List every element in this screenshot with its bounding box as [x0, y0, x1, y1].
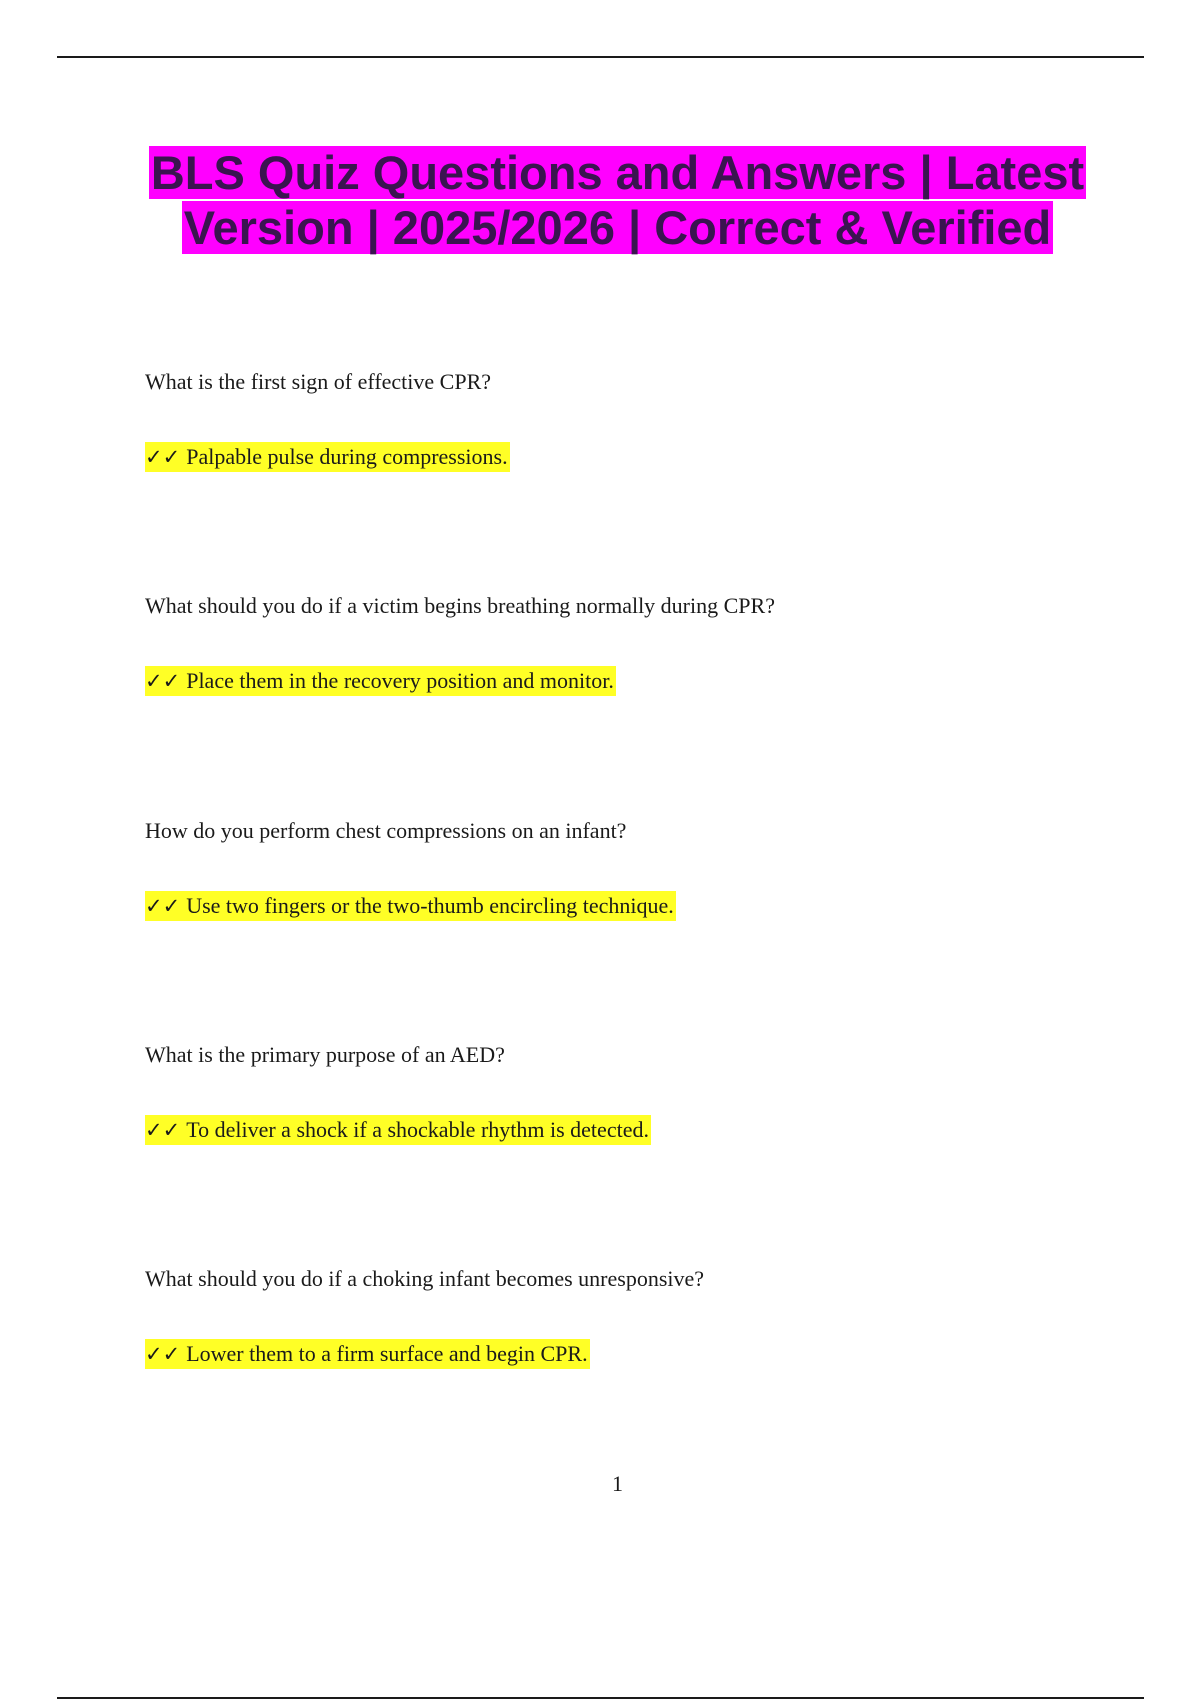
question-5: What should you do if a choking infant becomes unresponsive?: [145, 1266, 705, 1291]
qa-item-4: [145, 1041, 651, 1145]
question-1: What is the first sign of effective CPR?: [145, 369, 492, 394]
document-title: [130, 145, 1105, 255]
answer-5: [145, 1339, 590, 1369]
question-3: How do you perform chest compressions on an infant?: [145, 818, 627, 843]
answer-1-text: Palpable pulse during compressions.: [186, 444, 508, 469]
question-2: What should you do if a victim begins breathing normally during CPR?: [145, 593, 775, 618]
qa-item-5: [145, 1265, 704, 1369]
answer-5-text: Lower them to a firm surface and begin CPR.: [186, 1341, 588, 1366]
answer-4: [145, 1115, 651, 1145]
answer-3: [145, 891, 676, 921]
qa-item-1: [145, 368, 510, 472]
answer-2: [145, 666, 616, 696]
question-4: What is the primary purpose of an AED?: [145, 1042, 505, 1067]
double-check-icon: ✓✓: [145, 445, 181, 469]
answer-3-text: Use two fingers or the two-thumb encircling technique.: [186, 893, 674, 918]
answer-1: [145, 442, 510, 472]
answer-2-text: Place them in the recovery position and monitor.: [186, 668, 614, 693]
double-check-icon: ✓✓: [145, 894, 181, 918]
top-rule: [57, 56, 1144, 58]
page-number: 1: [612, 1471, 623, 1496]
qa-item-3: [145, 817, 676, 921]
qa-item-2: [145, 592, 775, 696]
answer-4-text: To deliver a shock if a shockable rhythm is detected.: [186, 1117, 649, 1142]
document-title-text: BLS Quiz Questions and Answers | Latest Version | 2025/2026 | Correct & Verified: [150, 146, 1085, 254]
double-check-icon: ✓✓: [145, 669, 181, 693]
double-check-icon: ✓✓: [145, 1342, 181, 1366]
double-check-icon: ✓✓: [145, 1118, 181, 1142]
bottom-rule: [57, 1697, 1144, 1699]
